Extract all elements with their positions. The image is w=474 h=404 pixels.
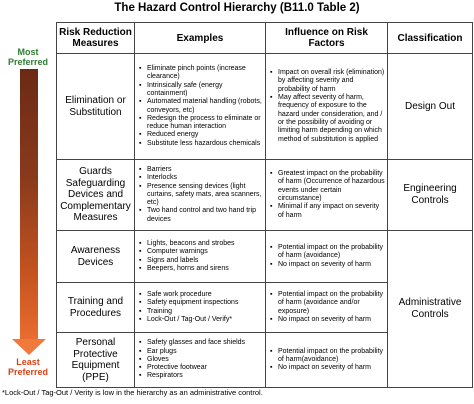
measure-cell: Awareness Devices (57, 231, 135, 283)
example-item: ▪ Redesign the process to eliminate or reduce human interaction (138, 115, 263, 132)
example-item: ▪ Interlocks (138, 174, 263, 182)
example-item: ▪ Barriers (138, 166, 263, 174)
influence-item: ▪ Minimal if any impact on severity of harm (269, 203, 385, 220)
influence-cell (266, 160, 388, 231)
influence-list (269, 170, 385, 220)
examples-list (138, 291, 263, 324)
influence-item: ▪ Greatest impact on the probability of harm (Occurrence of hazardous events under certain circumstance) (269, 170, 385, 203)
header-influence: Influence on Risk Factors (266, 23, 388, 54)
example-item: ▪ Gloves (138, 356, 263, 364)
example-item: ▪ Lock-Out / Tag-Out / Verify* (138, 316, 263, 324)
footnote: *Lock-Out / Tag-Out / Verity is low in the hierarchy as an administrative control. (2, 388, 263, 397)
influence-item: ▪ May affect severity of harm, frequency of exposure to the hazard under consideration, and / or the possibility of avoiding or limiting harm depending on which method of substitution is applied (269, 94, 385, 144)
least-preferred-label: Least Preferred (7, 357, 49, 377)
influence-item: ▪ Potential impact on the probability of harm (avoidance) (269, 244, 385, 261)
measure-cell: Elimination or Substitution (57, 54, 135, 160)
table-header-row (57, 23, 473, 54)
measure-cell: Training and Procedures (57, 283, 135, 333)
example-item: ▪ Substitute less hazardous chemicals (138, 140, 263, 148)
example-item: ▪ Signs and labels (138, 257, 263, 265)
example-item: ▪ Safe work procedure (138, 291, 263, 299)
example-item: ▪ Presence sensing devices (light curtains, safety mats, area scanners, etc) (138, 183, 263, 208)
examples-list (138, 339, 263, 380)
table-row (57, 160, 473, 231)
examples-cell (135, 54, 266, 160)
header-examples: Examples (135, 23, 266, 54)
measure-cell: Personal Protective Equipment (PPE) (57, 333, 135, 388)
influence-item: ▪ Impact on overall risk (elimination) by affecting severity and probability of harm (269, 69, 385, 94)
examples-cell (135, 333, 266, 388)
influence-cell (266, 283, 388, 333)
examples-cell (135, 160, 266, 231)
influence-list (269, 348, 385, 373)
influence-list (269, 69, 385, 144)
example-item: ▪ Safety equipment inspections (138, 299, 263, 307)
measure-cell: Guards Safeguarding Devices and Complementary Measures (57, 160, 135, 231)
arrow-shaft (20, 69, 38, 341)
influence-list (269, 244, 385, 269)
table-row (57, 54, 473, 160)
example-item: ▪ Two hand control and two hand trip devices (138, 207, 263, 224)
examples-list (138, 166, 263, 224)
most-preferred-label: Most Preferred (7, 47, 49, 67)
example-item: ▪ Safety glasses and face shields (138, 339, 263, 347)
influence-cell (266, 231, 388, 283)
preference-scale (0, 22, 56, 387)
examples-list (138, 240, 263, 273)
classification-administrative-controls: Administrative Controls (388, 231, 473, 388)
classification-design-out: Design Out (388, 54, 473, 160)
example-item: ▪ Reduced energy (138, 131, 263, 139)
classification-engineering-controls: Engineering Controls (388, 160, 473, 231)
example-item: ▪ Computer warnings (138, 248, 263, 256)
influence-item: ▪ No impact on severity of harm (269, 316, 385, 324)
influence-cell (266, 54, 388, 160)
example-item: ▪ Protective footwear (138, 364, 263, 372)
example-item: ▪ Lights, beacons and strobes (138, 240, 263, 248)
examples-cell (135, 231, 266, 283)
influence-item: ▪ Potential impact on the probability of harm (avoidance and/or exposure) (269, 291, 385, 316)
example-item: ▪ Training (138, 308, 263, 316)
influence-item: ▪ No impact on severity of harm (269, 261, 385, 269)
table-row (57, 231, 473, 283)
page-title: The Hazard Control Hierarchy (B11.0 Table 2) (114, 2, 360, 14)
example-item: ▪ Respirators (138, 372, 263, 380)
header-measures: Risk Reduction Measures (57, 23, 135, 54)
examples-list (138, 65, 263, 148)
influence-item: ▪ Potential impact on the probability of harm(avoidance) (269, 348, 385, 365)
example-item: ▪ Beepers, horns and sirens (138, 265, 263, 273)
example-item: ▪ Intrinsically safe (energy containment) (138, 82, 263, 99)
examples-cell (135, 283, 266, 333)
example-item: ▪ Automated material handling (robots, conveyors, etc) (138, 98, 263, 115)
hazard-control-table (56, 22, 473, 388)
header-classification: Classification (388, 23, 473, 54)
influence-list (269, 291, 385, 324)
influence-cell (266, 333, 388, 388)
example-item: ▪ Ear plugs (138, 348, 263, 356)
example-item: ▪ Eliminate pinch points (increase clearance) (138, 65, 263, 82)
arrow-head-icon (12, 339, 46, 355)
preference-arrow (20, 69, 38, 354)
influence-item: ▪ No impact on severity of harm (269, 364, 385, 372)
